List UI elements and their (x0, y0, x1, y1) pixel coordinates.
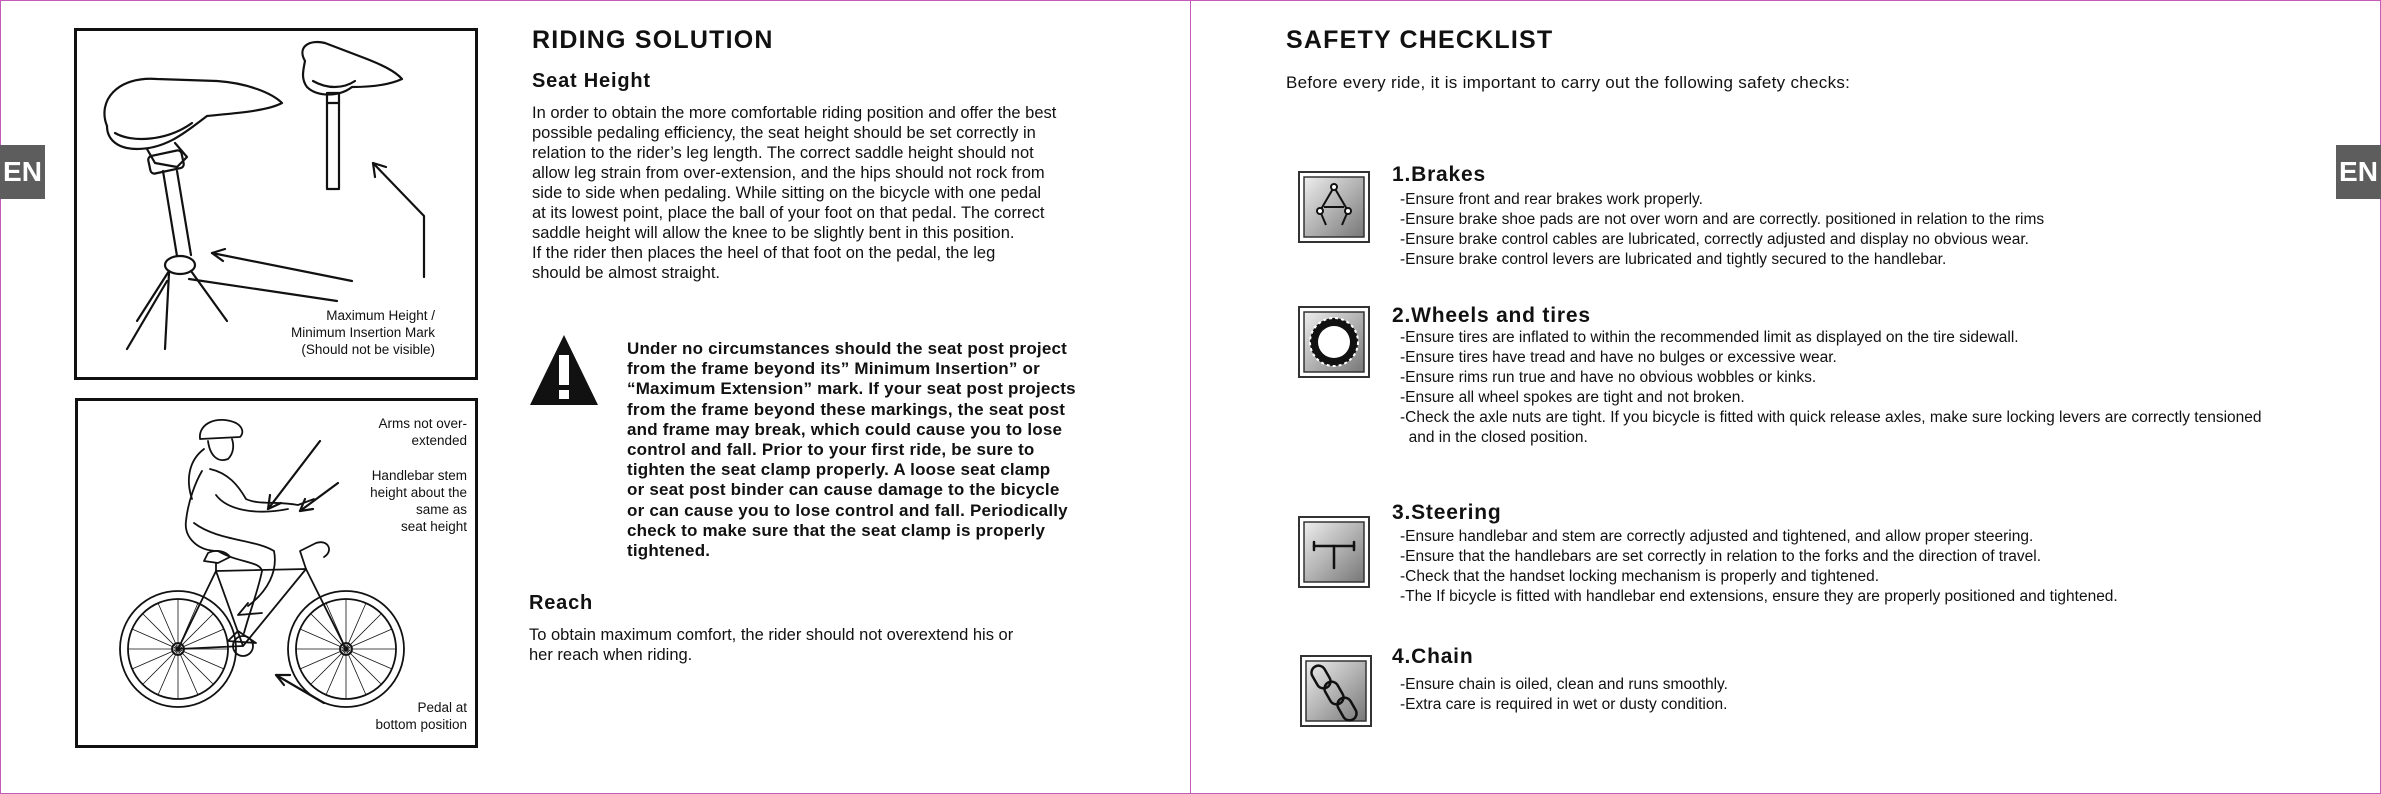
warning-triangle-icon (528, 333, 600, 407)
checklist-item-lines (1400, 527, 2118, 607)
checklist-line: -Ensure brake shoe pads are not over worn and are correctly. positioned in relation to the rims (1400, 211, 2045, 228)
checklist-line: -Ensure tires have tread and have no bulges or excessive wear. (1400, 349, 1837, 366)
checklist-line: -Ensure handlebar and stem are correctly adjusted and tightened, and allow proper steering. (1400, 528, 2034, 545)
seat-height-heading: Seat Height (532, 70, 651, 92)
checklist-item-title: 1.Brakes (1392, 163, 1486, 186)
checklist-item-lines (1400, 190, 2044, 270)
checklist-item-title: 3.Steering (1392, 501, 1502, 524)
page-fold-line (1190, 0, 1191, 794)
checklist-item-lines (1400, 675, 1728, 715)
rider-position-figure (75, 398, 478, 748)
checklist-line: and in the closed position. (1400, 429, 1588, 446)
reach-heading: Reach (529, 592, 594, 614)
checklist-line: -Ensure front and rear brakes work properly. (1400, 191, 1703, 208)
pedal-position-label: Pedal at bottom position (375, 700, 467, 732)
safety-checklist-title: SAFETY CHECKLIST (1286, 26, 1554, 54)
checklist-line: -The If bicycle is fitted with handlebar end extensions, ensure they are properly positioned and tightened. (1400, 588, 2118, 605)
handlebar-stem-label: Handlebar stem height about the same as seat height (370, 468, 467, 534)
checklist-line: -Check that the handset locking mechanism is properly and tightened. (1400, 568, 1880, 585)
tire-icon (1298, 306, 1370, 378)
brake-icon (1298, 171, 1370, 243)
checklist-line: -Check the axle nuts are tight. If you bicycle is fitted with quick release axles, make sure locking levers are correctly tensioned (1400, 409, 2262, 426)
insertion-mark-label: Maximum Height / Minimum Insertion Mark (Should not be visible) (290, 308, 435, 357)
reach-paragraph: To obtain maximum comfort, the rider should not overextend his or her reach when riding. (529, 626, 1014, 664)
checklist-line: -Ensure brake control levers are lubricated and tightly secured to the handlebar. (1400, 251, 1947, 268)
checklist-item-lines (1400, 328, 2262, 448)
checklist-line: -Ensure rims run true and have no obvious wobbles or kinks. (1400, 369, 1817, 386)
language-tab-right: EN (2336, 145, 2381, 199)
checklist-line: -Extra care is required in wet or dusty condition. (1400, 696, 1728, 713)
checklist-line: -Ensure brake control cables are lubricated, correctly adjusted and display no obvious wear. (1400, 231, 2029, 248)
checklist-item-title: 2.Wheels and tires (1392, 304, 1591, 327)
riding-solution-title: RIDING SOLUTION (532, 26, 774, 54)
safety-intro: Before every ride, it is important to carry out the following safety checks: (1286, 73, 1851, 92)
checklist-line: -Ensure chain is oiled, clean and runs smoothly. (1400, 676, 1728, 693)
checklist-line: -Ensure all wheel spokes are tight and not broken. (1400, 389, 1745, 406)
checklist-item-title: 4.Chain (1392, 645, 1474, 668)
seat-height-paragraph: In order to obtain the more comfortable riding position and offer the best possible pedaling efficiency, the seat height should be set correctly in relation to the rider’s leg length. The correct saddle height should not allow leg strain from over-extension, and the hips should not rock from side to side when pedaling. While sitting on the bicycle with one pedal at its lowest point, place the ball of your foot on that pedal. The correct saddle height will allow the knee to be slightly bent in this position. If the rider then places the heel of that foot on the pedal, the leg should be almost straight. (532, 104, 1057, 282)
checklist-line: -Ensure tires are inflated to within the recommended limit as displayed on the tire sidewall. (1400, 329, 2019, 346)
language-tab-left: EN (0, 145, 45, 199)
seat-post-figure (74, 28, 478, 380)
checklist-line: -Ensure that the handlebars are set correctly in relation to the forks and the direction of travel. (1400, 548, 2042, 565)
arms-label: Arms not over- extended (378, 416, 467, 448)
seat-post-warning: Under no circumstances should the seat post project from the frame beyond its” Minimum Insertion” or “Maximum Extension” mark. If your seat post projects from the frame beyond these markings, the seat post and frame may break, which could cause you to lose control and fall. Prior to your first ride, be sure to tighten the seat clamp properly. A loose seat clamp or seat post binder can cause damage to the bicycle or can cause you to lose control and fall. Periodically check to make sure that the seat clamp is properly tightened. (627, 339, 1076, 561)
handlebar-icon (1298, 516, 1370, 588)
rider-bicycle-illustration (78, 401, 475, 745)
chain-icon (1300, 655, 1372, 727)
